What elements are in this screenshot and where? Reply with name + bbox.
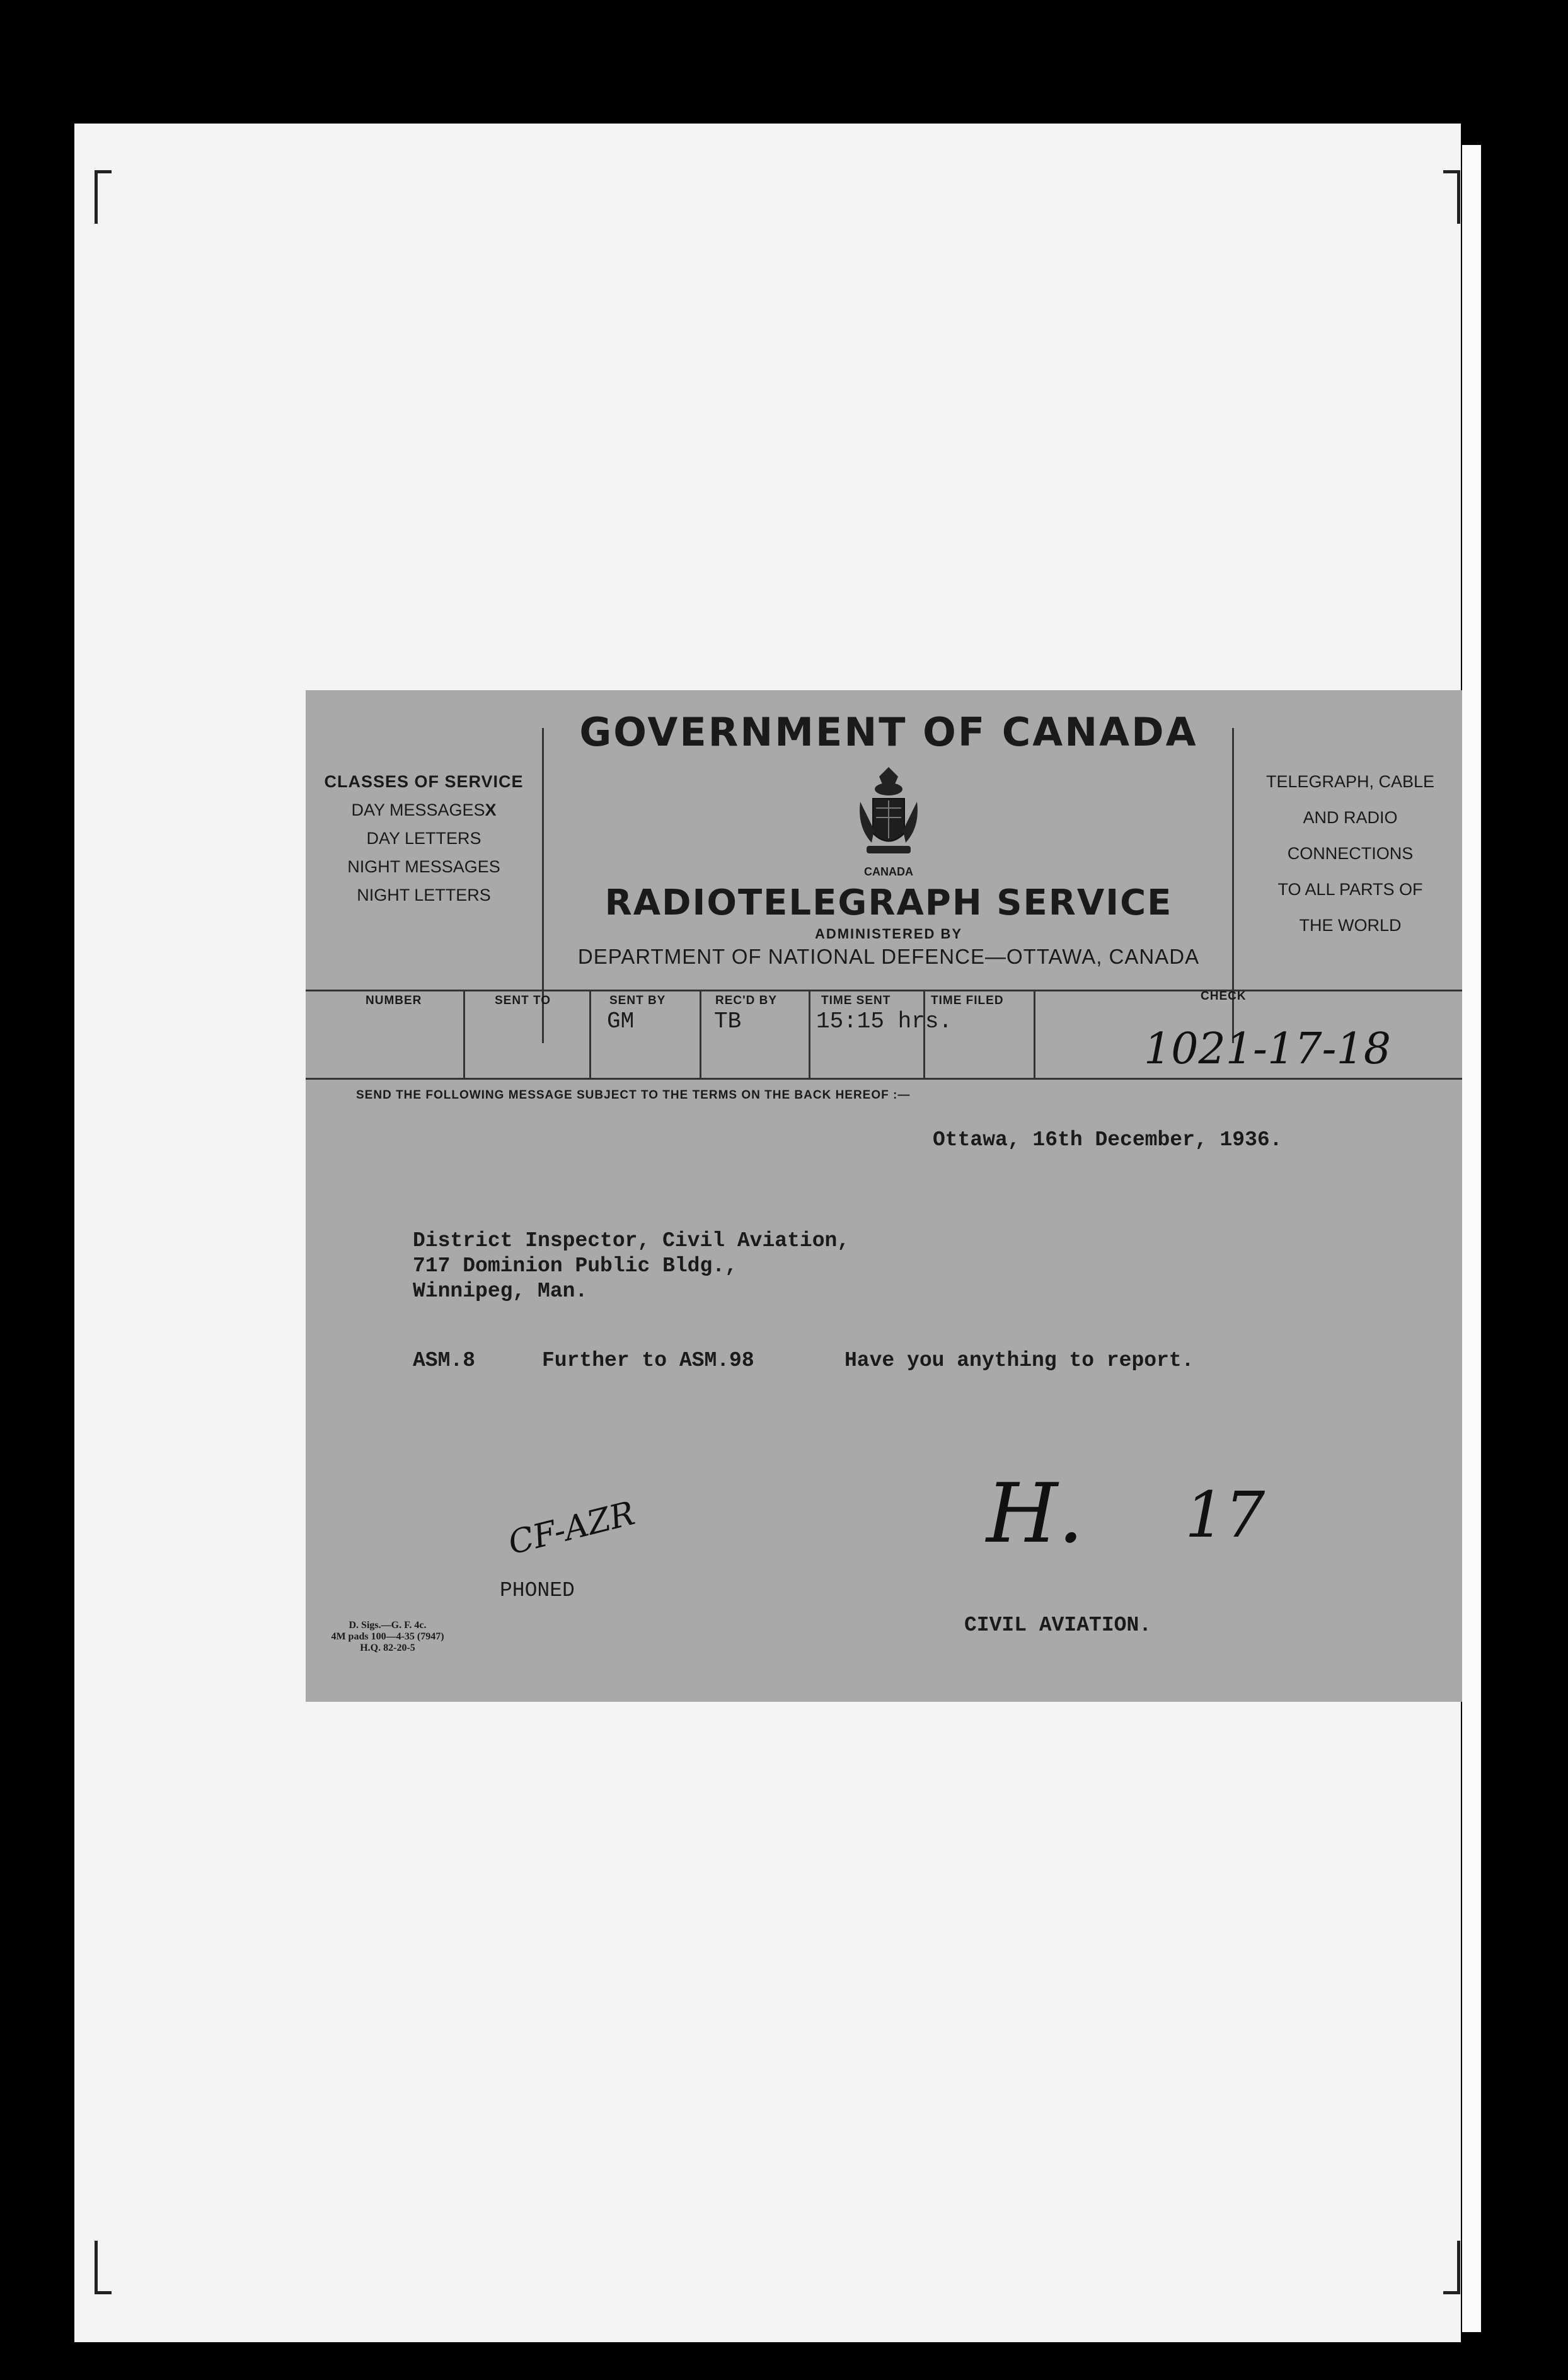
panel-line: TELEGRAPH, CABLE xyxy=(1265,772,1435,791)
class-item: DAY MESSAGESX xyxy=(351,800,497,819)
form-header xyxy=(545,709,1232,969)
grid-line xyxy=(809,990,810,1078)
terms-line: SEND THE FOLLOWING MESSAGE SUBJECT TO THE TERMS ON THE BACK HEREOF :— xyxy=(356,1089,911,1102)
classes-of-service xyxy=(306,772,542,905)
col-sent-by: SENT BY xyxy=(609,994,666,1007)
department-line: DEPARTMENT OF NATIONAL DEFENCE—OTTAWA, CANADA xyxy=(577,945,1200,968)
class-item: DAY LETTERS xyxy=(366,829,481,848)
handwritten-number: 17 xyxy=(1185,1478,1265,1552)
col-sent-to: SENT TO xyxy=(495,994,551,1007)
class-item: NIGHT MESSAGES xyxy=(347,857,500,876)
corner-mark xyxy=(95,2241,112,2294)
footer-line: D. Sigs.—G. F. 4c. xyxy=(349,1620,427,1631)
grid-line xyxy=(463,990,465,1078)
registration-annotation: CF-AZR xyxy=(504,1494,639,1563)
col-number: NUMBER xyxy=(366,994,422,1007)
grid-line xyxy=(1034,990,1035,1078)
footer-line: 4M pads 100—4-35 (7947) xyxy=(331,1631,444,1642)
col-time-sent: TIME SENT xyxy=(821,994,891,1007)
panel-line: TO ALL PARTS OF xyxy=(1277,880,1423,899)
selected-mark: X xyxy=(485,800,497,819)
sent-by-value: GM xyxy=(607,1008,635,1034)
grid-line xyxy=(589,990,591,1078)
classes-heading: CLASSES OF SERVICE xyxy=(324,772,524,791)
grid-line xyxy=(700,990,701,1078)
col-recd-by: REC'D BY xyxy=(715,994,778,1007)
sender-signature: CIVIL AVIATION. xyxy=(964,1614,1152,1637)
message-body: Have you anything to report. xyxy=(845,1349,1194,1372)
col-time-filed: TIME FILED xyxy=(931,994,1004,1007)
form-footer xyxy=(331,1620,444,1654)
royal-crest-icon xyxy=(854,764,923,865)
government-title: GOVERNMENT OF CANADA xyxy=(579,709,1198,755)
panel-line: THE WORLD xyxy=(1299,916,1402,935)
corner-mark xyxy=(1443,2241,1460,2294)
panel-line: AND RADIO xyxy=(1303,808,1398,827)
col-check: CHECK xyxy=(1201,990,1247,1003)
time-sent-value: 15:15 hrs. xyxy=(816,1008,953,1034)
place-date: Ottawa, 16th December, 1936. xyxy=(933,1128,1283,1152)
connections-panel xyxy=(1238,772,1462,952)
address-line: District Inspector, Civil Aviation, xyxy=(413,1229,850,1252)
corner-mark xyxy=(1443,170,1460,224)
crest-caption: CANADA xyxy=(864,865,913,878)
address-line: Winnipeg, Man. xyxy=(413,1280,588,1303)
grid-line xyxy=(306,1078,1462,1080)
address-line: 717 Dominion Public Bldg., xyxy=(413,1254,737,1278)
footer-line: H.Q. 82-20-5 xyxy=(360,1643,415,1653)
corner-mark xyxy=(95,170,112,224)
class-item: NIGHT LETTERS xyxy=(357,886,491,904)
grid-line xyxy=(306,990,1462,991)
recd-by-value: TB xyxy=(714,1008,742,1034)
radiotelegraph-form xyxy=(306,690,1462,1702)
panel-line: CONNECTIONS xyxy=(1287,844,1414,863)
message-ref: ASM.8 xyxy=(413,1349,476,1372)
service-title: RADIOTELEGRAPH SERVICE xyxy=(604,882,1173,923)
message-further: Further to ASM.98 xyxy=(542,1349,754,1372)
initials-signature: H. xyxy=(986,1465,1084,1561)
check-number: 1021-17-18 xyxy=(1144,1024,1392,1074)
administered-by: ADMINISTERED BY xyxy=(814,926,963,942)
mount-edge xyxy=(1462,145,1481,2332)
phoned-stamp: PHONED xyxy=(500,1579,575,1602)
